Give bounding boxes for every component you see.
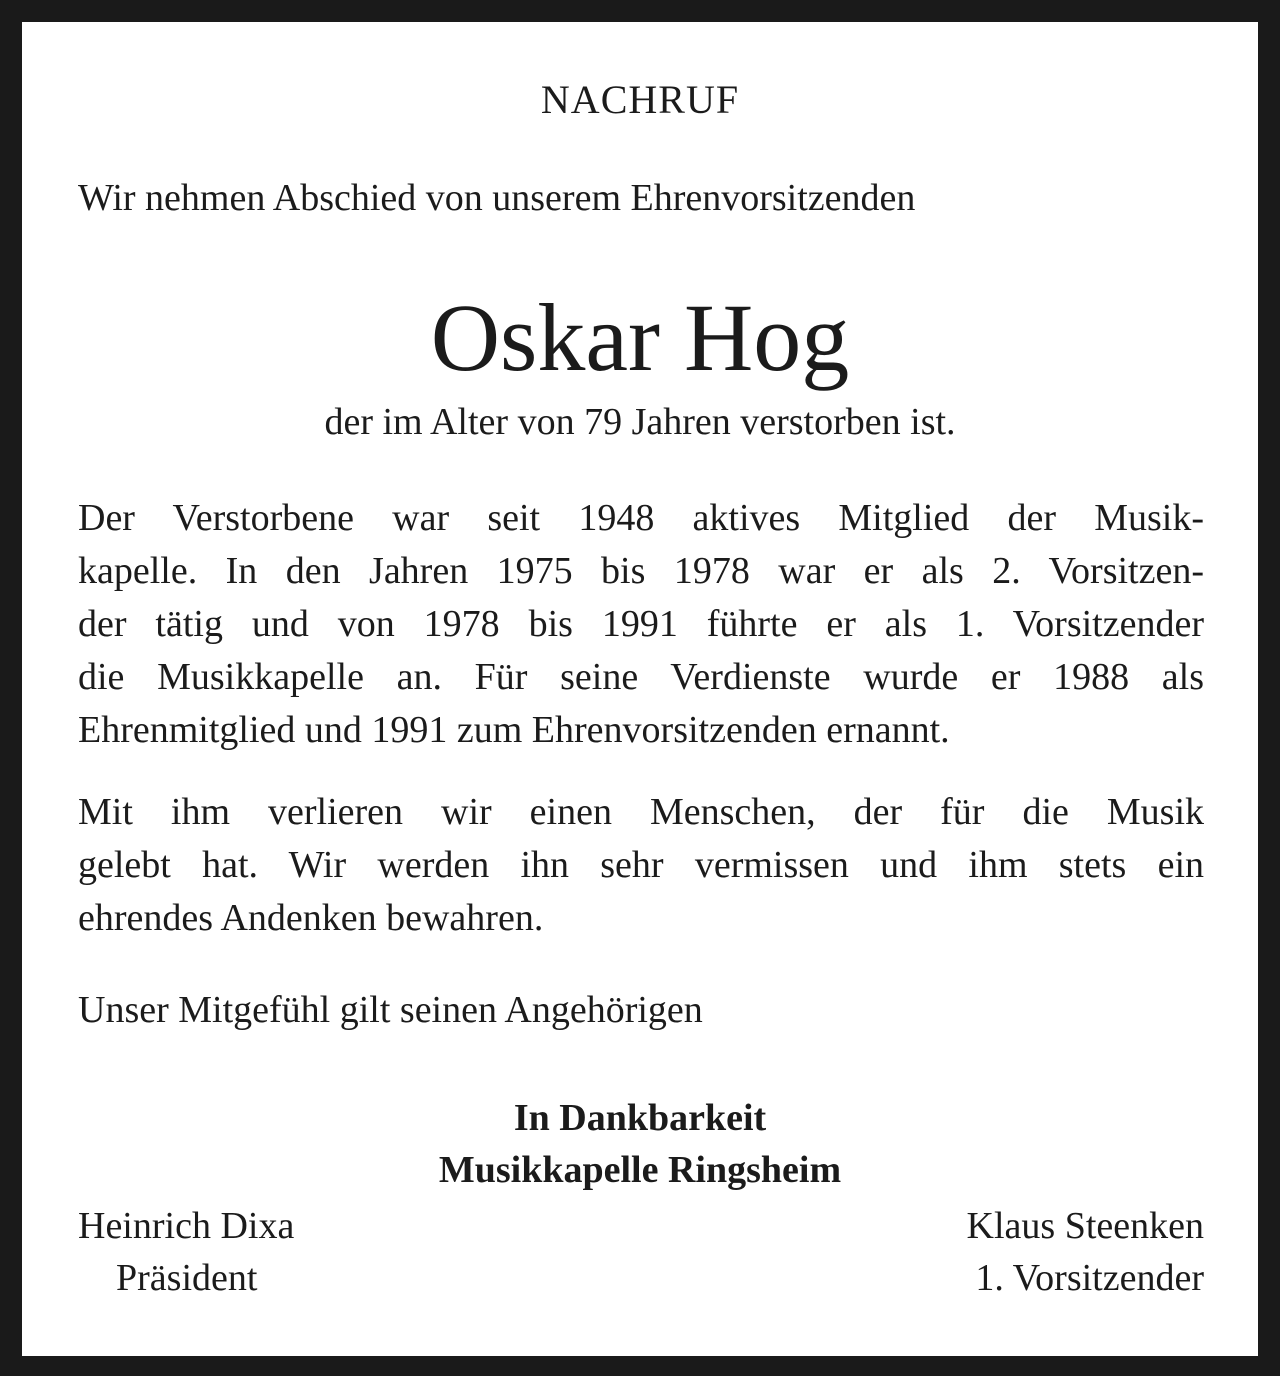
biography-line: die Musikkapelle an. Für seine Verdienste wurde er 1988 als bbox=[78, 656, 1204, 698]
biography-line: Ehrenmitglied und 1991 zum Ehrenvorsitzenden ernannt. bbox=[78, 709, 950, 751]
notice-heading: NACHRUF bbox=[540, 77, 740, 122]
biography-line: Der Verstorbene war seit 1948 aktives Mitglied der Musik- bbox=[78, 497, 1204, 539]
intro-line: Wir nehmen Abschied von unserem Ehrenvorsitzenden bbox=[78, 177, 916, 219]
condolence-line: Unser Mitgefühl gilt seinen Angehörigen bbox=[78, 989, 703, 1031]
tribute-line: gelebt hat. Wir werden ihn sehr vermissen und ihm stets ein bbox=[78, 844, 1204, 886]
biography-paragraph bbox=[78, 492, 1204, 757]
deceased-name: Oskar Hog bbox=[430, 284, 850, 391]
biography-line: kapelle. In den Jahren 1975 bis 1978 war er als 2. Vorsitzen- bbox=[78, 550, 1204, 592]
organization-name: Musikkapelle Ringsheim bbox=[438, 1149, 842, 1191]
signatory-name-right: Klaus Steenken bbox=[966, 1205, 1204, 1247]
signatory-title-left: Präsident bbox=[116, 1257, 258, 1299]
tribute-paragraph bbox=[78, 786, 1204, 945]
biography-line: der tätig und von 1978 bis 1991 führte er als 1. Vorsitzender bbox=[78, 603, 1204, 645]
tribute-line: Mit ihm verlieren wir einen Menschen, der für die Musik bbox=[78, 791, 1204, 833]
thanks-line: In Dankbarkeit bbox=[513, 1097, 767, 1139]
tribute-line: ehrendes Andenken bewahren. bbox=[78, 897, 544, 939]
age-line: der im Alter von 79 Jahren verstorben ist. bbox=[324, 401, 956, 443]
signatory-title-right: 1. Vorsitzender bbox=[975, 1257, 1204, 1299]
notice-paper bbox=[22, 22, 1258, 1356]
signatory-name-left: Heinrich Dixa bbox=[78, 1205, 295, 1247]
